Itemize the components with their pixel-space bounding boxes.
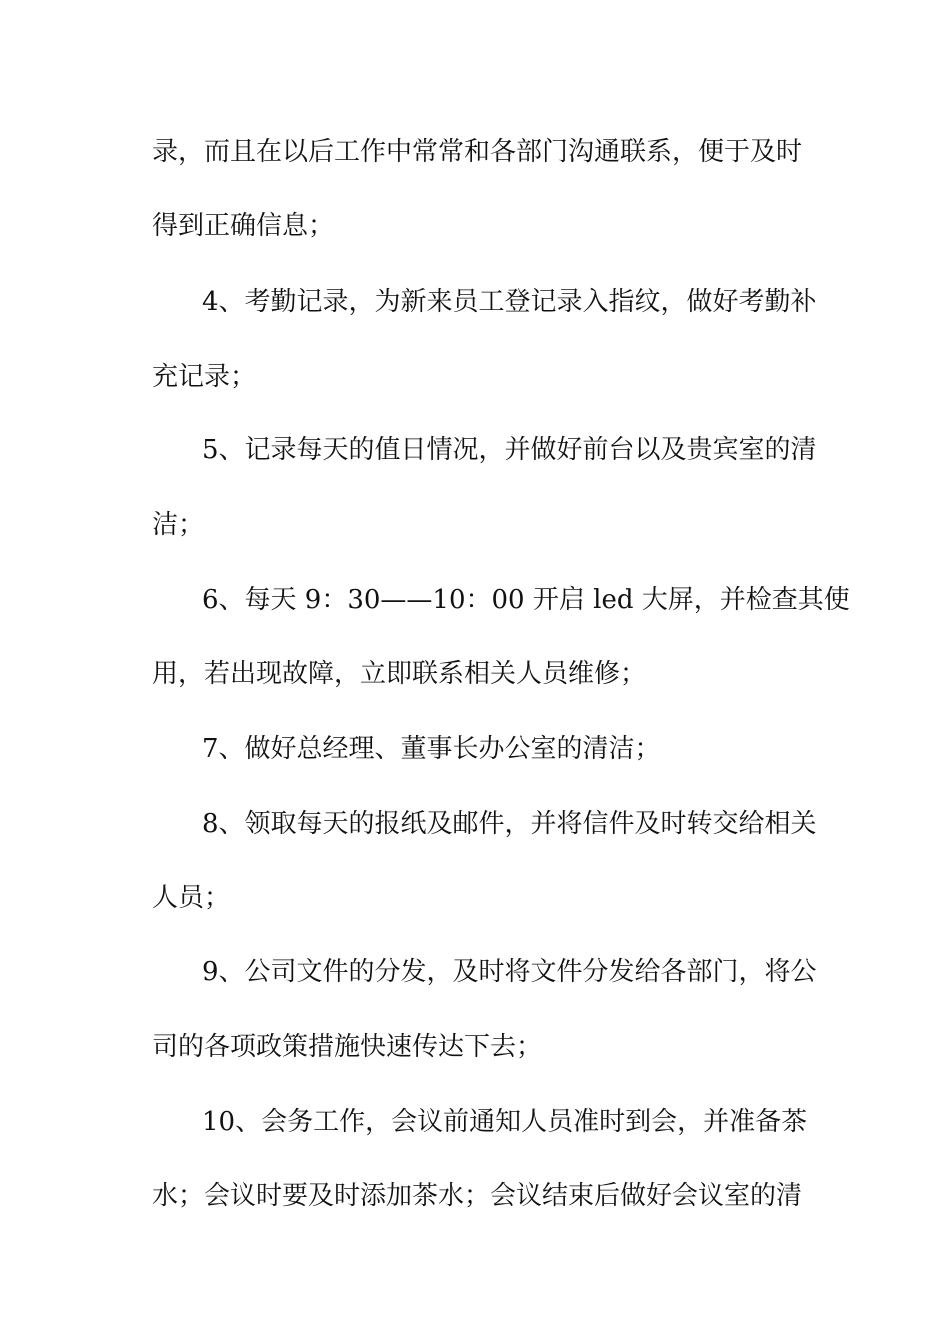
- list-item-8-line-1: 8、领取每天的报纸及邮件，并将信件及时转交给相关: [202, 809, 817, 839]
- list-item-8-line-2: 人员；: [152, 883, 231, 913]
- list-item-6-line-2: 用，若出现故障，立即联系相关人员维修；: [152, 659, 647, 689]
- text-line-1: 录，而且在以后工作中常常和各部门沟通联系，便于及时: [152, 137, 803, 167]
- list-item-6-line-1: 6、每天 9：30——10：00 开启 led 大屏，并检查其使: [202, 585, 850, 615]
- list-item-4-line-2: 充记录；: [152, 362, 257, 392]
- text-line-2: 得到正确信息；: [152, 211, 335, 241]
- list-item-9-line-2: 司的各项政策措施快速传达下去；: [152, 1032, 543, 1062]
- list-item-5-line-1: 5、记录每天的值日情况，并做好前台以及贵宾室的清: [202, 435, 817, 465]
- list-item-7-line-1: 7、做好总经理、董事长办公室的清洁；: [202, 734, 661, 764]
- list-item-10-line-1: 10、会务工作，会议前通知人员准时到会，并准备茶: [202, 1107, 808, 1137]
- list-item-10-line-2: 水；会议时要及时添加茶水；会议结束后做好会议室的清: [152, 1181, 803, 1211]
- list-item-4-line-1: 4、考勤记录，为新来员工登记录入指纹，做好考勤补: [202, 287, 817, 317]
- list-item-5-line-2: 洁；: [152, 510, 205, 540]
- list-item-9-line-1: 9、公司文件的分发，及时将文件分发给各部门，将公: [202, 957, 817, 987]
